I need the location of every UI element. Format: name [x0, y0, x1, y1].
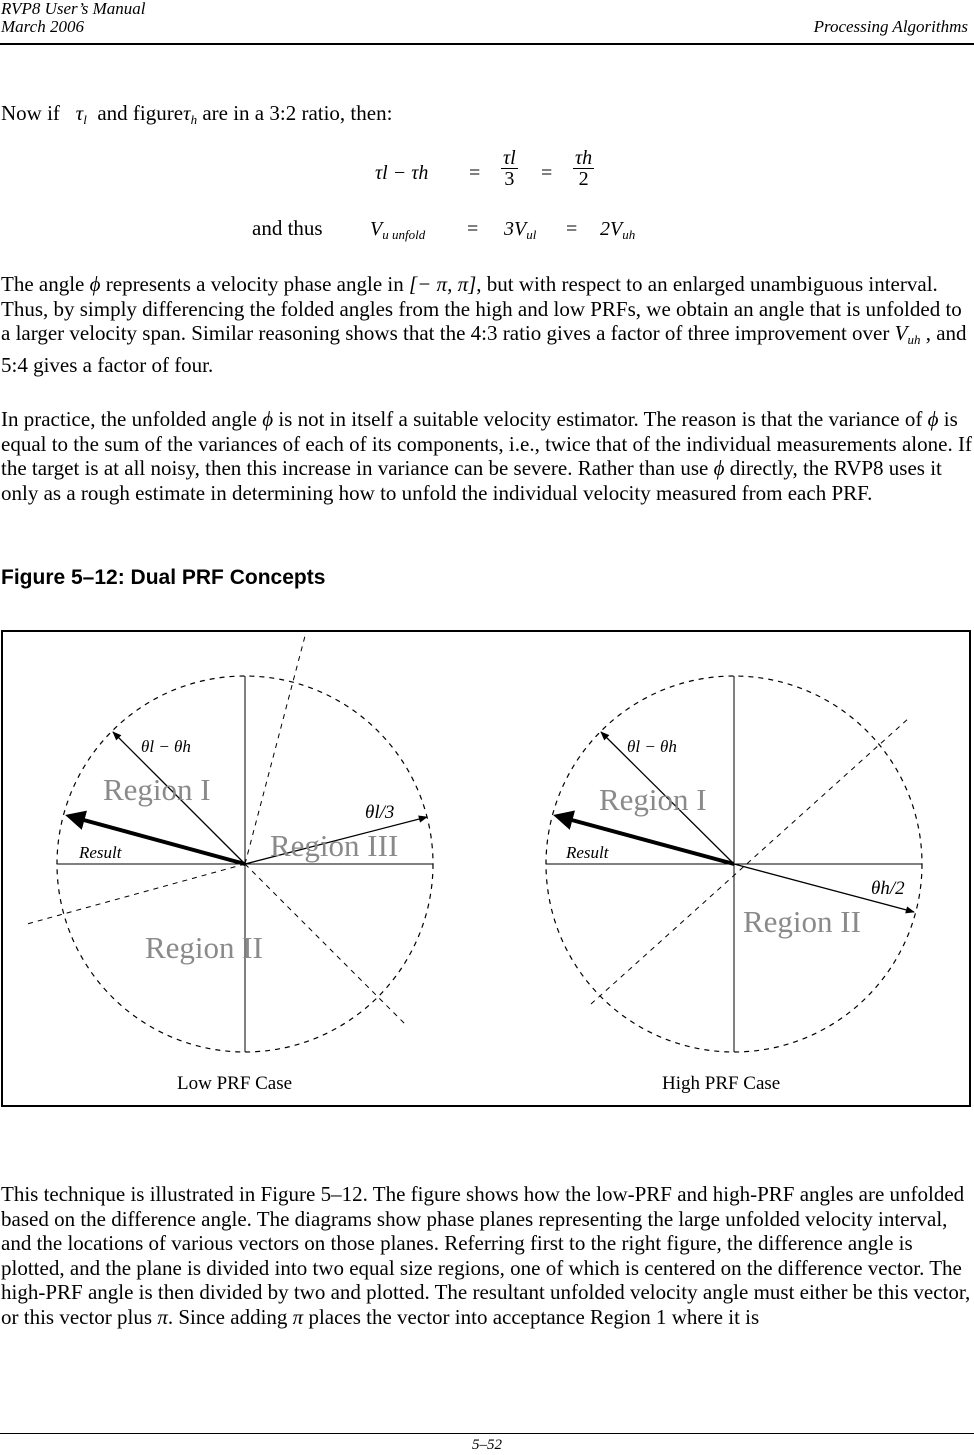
figure-title: Figure 5–12: Dual PRF Concepts	[1, 566, 326, 589]
paragraph-angle: The angle ϕ represents a velocity phase angle in [− π, π], but with respect to an enlarged unambiguous interval. Thus, by simply differencing the folded angles from the high and low PRFs, we obtain an angle that is unfolded to a larger velocity span. Similar reasoning shows that the 4:3 ratio gives a factor of three improvement over $V_{uh}$ , and 5:4 gives a factor of four.	[1, 272, 967, 377]
footer-rule	[0, 1433, 974, 1434]
tau-l: $\tau_l$	[75, 101, 87, 127]
high-prf-diagram	[546, 676, 922, 1094]
right-result-label: Result	[566, 843, 609, 862]
left-region-3: Region III	[270, 828, 399, 863]
interval-symbol: [− π, π]	[408, 272, 477, 296]
right-diff-label: θl − θh	[627, 737, 677, 756]
left-third-label: θl/3	[365, 802, 395, 823]
equation-2: and thus $V_{u unfold}$ = $3V_{ul}$ = $2V_{uh}$	[252, 216, 636, 242]
figure-diagram	[3, 632, 973, 1109]
header-date: March 2006	[1, 17, 84, 36]
right-region-1: Region I	[599, 782, 707, 817]
left-diff-label: θl − θh	[141, 737, 191, 756]
left-result-label: Result	[79, 843, 122, 862]
eq2-mid: $3V_{ul}$	[504, 218, 537, 242]
right-region-2: Region II	[743, 904, 861, 939]
left-region-1: Region I	[103, 772, 211, 807]
low-prf-case-label: Low PRF Case	[177, 1073, 293, 1094]
high-prf-case-label: High PRF Case	[662, 1073, 781, 1094]
page-number: 5–52	[472, 1437, 502, 1453]
header-rule	[0, 43, 974, 45]
left-region-2: Region II	[145, 930, 263, 965]
paragraph-technique: This technique is illustrated in Figure 5–12. The figure shows how the low-PRF and high-PRF angles are unfolded based on the difference angle. The diagrams show phase planes representing the large unfolded velocity interval, and the locations of various vectors on those planes. Referring first to the right figure, the difference angle is plotted, and the plane is divided into two equal size regions, one of which is centered on the difference vector. The high-PRF angle is then divided by two and plotted. The resultant unfolded velocity angle must either be this vector, or this vector plus π. Since adding π places the vector into acceptance Region 1 where it is	[1, 1182, 971, 1329]
eq1-frac-tau-l: $\frac{\tau l}{3}$	[503, 147, 516, 190]
left-boundary-3	[245, 864, 405, 1024]
section-title: Processing Algorithms	[813, 17, 968, 36]
eq1-lhs: τl − τh	[375, 162, 429, 184]
right-boundary	[591, 718, 909, 1004]
vuh-symbol: $V_{uh}$	[894, 321, 921, 347]
tau-h: $\tau_h$	[183, 101, 198, 127]
paragraph-practice: In practice, the unfolded angle ϕ is not in itself a suitable velocity estimator. The reason is that the variance of ϕ is equal to the sum of the variances of each of its components, i.e., twice that of the individual measurements alone. If the target is at all noisy, then this increase in variance can be severe. Rather than use ϕ directly, the RVP8 uses it only as a rough estimate in determining how to unfold the individual velocity measured from each PRF.	[1, 407, 972, 505]
phi-symbol: ϕ	[89, 272, 101, 296]
manual-title: RVP8 User’s Manual	[1, 0, 146, 18]
right-half-label: θh/2	[871, 878, 905, 899]
low-prf-diagram	[27, 636, 433, 1094]
eq1-frac-tau-h: $\frac{\tau h}{2}$	[575, 147, 593, 190]
eq2-rhs: $2V_{uh}$	[600, 218, 636, 242]
eq2-lhs: $V_{u unfold}$	[370, 218, 426, 242]
intro-line: Now if $\tau_l$ and figureτ$_h$ are in a 3:2 ratio, then:	[1, 101, 393, 127]
dual-prf-figure	[1, 630, 971, 1107]
page-header	[0, 0, 974, 46]
